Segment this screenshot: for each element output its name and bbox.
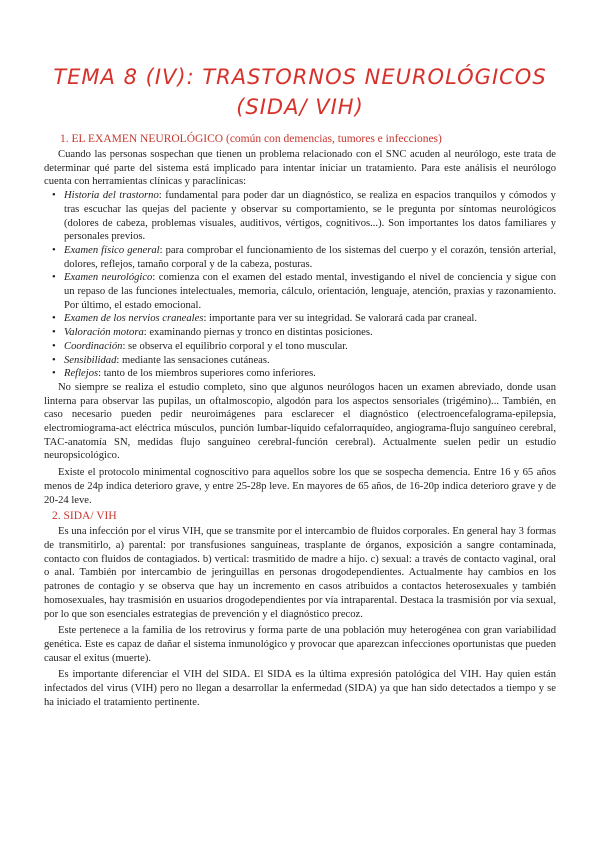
title-line-1: TEMA 8 (IV): TRASTORNOS NEUROLÓGICOS xyxy=(53,65,547,89)
list-item-term: Examen de los nervios craneales xyxy=(64,313,204,325)
list-item-term: Historia del trastorno xyxy=(64,190,159,202)
list-item-term: Sensibilidad xyxy=(64,354,117,366)
list-item xyxy=(64,271,556,312)
list-item xyxy=(64,326,556,340)
list-item xyxy=(64,340,556,354)
list-item-text: : importante para ver su integridad. Se valorará cada par craneal. xyxy=(203,313,477,325)
list-item-text: : para comprobar el funcionamiento de los sistemas del cuerpo y el corazón, tensión arterial, dolores, reflejos, tamaño corporal y de la cabeza, posturas. xyxy=(64,244,556,270)
list-item-term: Valoración motora xyxy=(64,327,144,339)
section-1-paragraph-2: No siempre se realiza el estudio completo, sino que algunos neurólogos hacen un examen abreviado, donde usan linterna para observar las pupilas, un oftalmoscopio, algodón para los aspectos sensoriales (trigémino)... También, en caso necesario pueden pedir neuroimágenes para esclarecer el diagnóstico (electroencefalograma-epilepsia, electromiograma-act eléctrica músculos, punción lumbar-líquido cefalorraquídeo, angiograma-flujo sanguíneo cerebral, TAC-anatomía SN, medidas flujo sanguíneo cerebral-función cerebral). Actualmente suelen pedir un estudio neuropsicológico. xyxy=(44,381,556,462)
section-1-heading: 1. EL EXAMEN NEUROLÓGICO (común con demencias, tumores e infecciones) xyxy=(60,133,442,145)
list-item-text: : tanto de los miembros superiores como inferiores. xyxy=(98,368,316,380)
list-item xyxy=(64,244,556,271)
list-item-text: : examinando piernas y tronco en distintas posiciones. xyxy=(143,327,373,339)
list-item-term: Examen neurológico xyxy=(64,272,153,284)
page-title xyxy=(44,62,556,122)
section-2-paragraph-1: Es una infección por el virus VIH, que se transmite por el intercambio de fluidos corporales. En general hay 3 formas de transmitirlo, a) parental: por transfusiones sanguíneas, trasplante de órganos, exposición a sangre contaminada, contacto con fluidos de contagiados. b) vertical: trasmitido de madre a hijo. c) sexual: a través de contacto vaginal, oral o anal. También por intercambio de jeringuillas en personas drogodependientes. Actualmente hay cambios en los patrones de contagio y se observa que hay un incremento en casos atribuidos a contactos heterosexuales y también homosexuales, hay trasmisión en usuarios drogodependientes por vía intraparental. Destaca la trasmisión por vía sexual, por lo que son esenciales estrategias de prevención y el diagnóstico precoz. xyxy=(44,526,556,620)
list-item-term: Reflejos xyxy=(64,368,99,380)
list-item xyxy=(64,189,556,244)
section-1-intro: Cuando las personas sospechan que tienen un problema relacionado con el SNC acuden al neurólogo, este trata de determinar qué parte del sistema está implicado para intentar iniciar un tratamiento. Para este análisis el neurólogo cuenta con herramientas clínicas y paraclínicas: xyxy=(44,149,556,188)
section-2-paragraph-2: Este pertenece a la familia de los retrovirus y forma parte de una población muy heterogénea con gran variabilidad genética. Este es capaz de dañar el sistema inmunológico y provocar que aparezcan infecciones oportunistas que pueden causar el exitus (muerte). xyxy=(44,625,556,664)
section-1-paragraph-3: Existe el protocolo minimental cognoscitivo para aquellos sobre los que se sospecha demencia. Entre 16 y 65 años menos de 24p indica deterioro grave, y entre 25-28p leve. En mayores de 65 años, de 16-20p indica deterioro grave y de 20-24 leve. xyxy=(44,467,556,506)
list-item-term: Coordinación xyxy=(64,340,123,352)
section-2-heading: 2. SIDA/ VIH xyxy=(52,510,117,523)
list-item xyxy=(64,354,556,368)
list-item-term: Examen físico general xyxy=(64,244,160,256)
list-item xyxy=(64,312,556,326)
list-item-text: : se observa el equilibrio corporal y el tono muscular. xyxy=(122,340,348,352)
list-item-text: : fundamental para poder dar un diagnóstico, se realiza en espacios tranquilos y cómodos y tras escuchar las quejas del paciente y observar su comportamiento, se le pregunta por síntomas neurológicos (dolores de cabeza, problemas visuales, auditivos, vértigos, cognitivos...). Son importantes los datos familiares y personales previos. xyxy=(64,190,556,243)
list-item-text: : comienza con el examen del estado mental, investigando el nivel de conciencia y sigue con un repaso de las funciones intelectuales, memoria, cálculo, orientación, lenguaje, atención, praxias y razonamiento. Por último, el estado emocional. xyxy=(64,272,556,311)
title-line-2: (SIDA/ VIH) xyxy=(236,95,364,119)
section-2-paragraph-3: Es importante diferenciar el VIH del SIDA. El SIDA es la última expresión patológica del VIH. Hay quien están infectados del virus (VIH) pero no llegan a desarrollar la enfermedad (SIDA) ya que han sido detectados a tiempo y se ha iniciado el tratamiento pertinente. xyxy=(44,669,556,708)
list-item-text: : mediante las sensaciones cutáneas. xyxy=(116,354,270,366)
clinical-tools-list xyxy=(44,189,556,381)
list-item xyxy=(64,367,556,381)
